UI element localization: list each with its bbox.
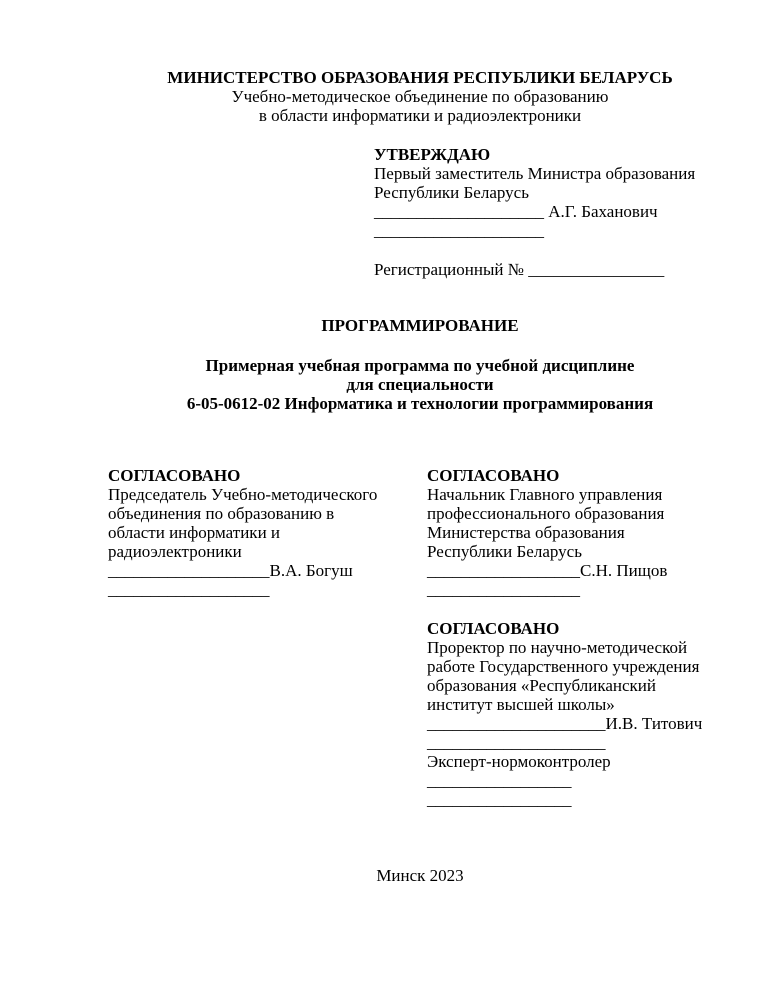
agreed-right-1-line-4: Республики Беларусь [427, 542, 582, 561]
approve-line-1: Первый заместитель Министра образования [374, 164, 696, 183]
program-subtitle-3: 6-05-0612-02 Информатика и технологии программирования [186, 394, 654, 413]
approve-date: ____________________ [374, 221, 544, 240]
agreed-right-2-line-1: Проректор по научно-методической [427, 638, 688, 657]
header-block [0, 68, 768, 125]
ministry-title: МИНИСТЕРСТВО ОБРАЗОВАНИЯ РЕСПУБЛИКИ БЕЛАРУСЬ [167, 68, 673, 87]
expert-date-line: _________________ [427, 790, 572, 809]
agreed-left-title: СОГЛАСОВАНО [108, 466, 241, 485]
approve-line-2: Республики Беларусь [374, 183, 529, 202]
agreed-right-2-line-4: институт высшей школы» [427, 695, 615, 714]
agreed-left-line-2: объединения по образованию в [108, 504, 335, 523]
approve-block [374, 145, 695, 240]
agreed-left-signature: ___________________В.А. Богуш [108, 561, 353, 580]
agreed-right-2-block [427, 619, 702, 809]
expert-signature-line: _________________ [427, 771, 572, 790]
registration-label: Регистрационный № ________________ [374, 260, 665, 279]
city-year: Минск 2023 [376, 866, 464, 885]
agreed-right-1-line-3: Министерства образования [427, 523, 625, 542]
approve-title: УТВЕРЖДАЮ [374, 145, 491, 164]
header-line-3: в области информатики и радиоэлектроники [258, 106, 582, 125]
program-subtitle-block [0, 356, 768, 413]
expert-label: Эксперт-нормоконтролер [427, 752, 611, 771]
program-title: ПРОГРАММИРОВАНИЕ [321, 316, 519, 335]
agreed-right-1-signature: __________________С.Н. Пищов [427, 561, 668, 580]
agreed-right-1-line-1: Начальник Главного управления [427, 485, 663, 504]
agreed-right-1-title: СОГЛАСОВАНО [427, 466, 560, 485]
agreed-left-date: ___________________ [108, 580, 270, 599]
program-subtitle-2: для специальности [346, 375, 494, 394]
header-line-2: Учебно-методическое объединение по образованию [231, 87, 609, 106]
agreed-right-1-line-2: профессионального образования [427, 504, 665, 523]
agreed-right-2-line-3: образования «Республиканский [427, 676, 656, 695]
agreed-left-line-1: Председатель Учебно-методического [108, 485, 378, 504]
agreed-left-line-4: радиоэлектроники [108, 542, 242, 561]
registration-number [374, 260, 664, 279]
approve-signature: ____________________ А.Г. Баханович [374, 202, 658, 221]
agreed-right-2-line-2: работе Государственного учреждения [427, 657, 700, 676]
agreed-right-2-signature: _____________________И.В. Титович [427, 714, 703, 733]
agreed-left-line-3: области информатики и [108, 523, 281, 542]
agreed-right-1-block [427, 466, 667, 599]
program-subtitle-1: Примерная учебная программа по учебной дисциплине [205, 356, 635, 375]
agreed-right-2-date: _____________________ [427, 733, 606, 752]
agreed-left-block [108, 466, 377, 599]
agreed-right-2-title: СОГЛАСОВАНО [427, 619, 560, 638]
agreed-right-1-date: __________________ [427, 580, 580, 599]
